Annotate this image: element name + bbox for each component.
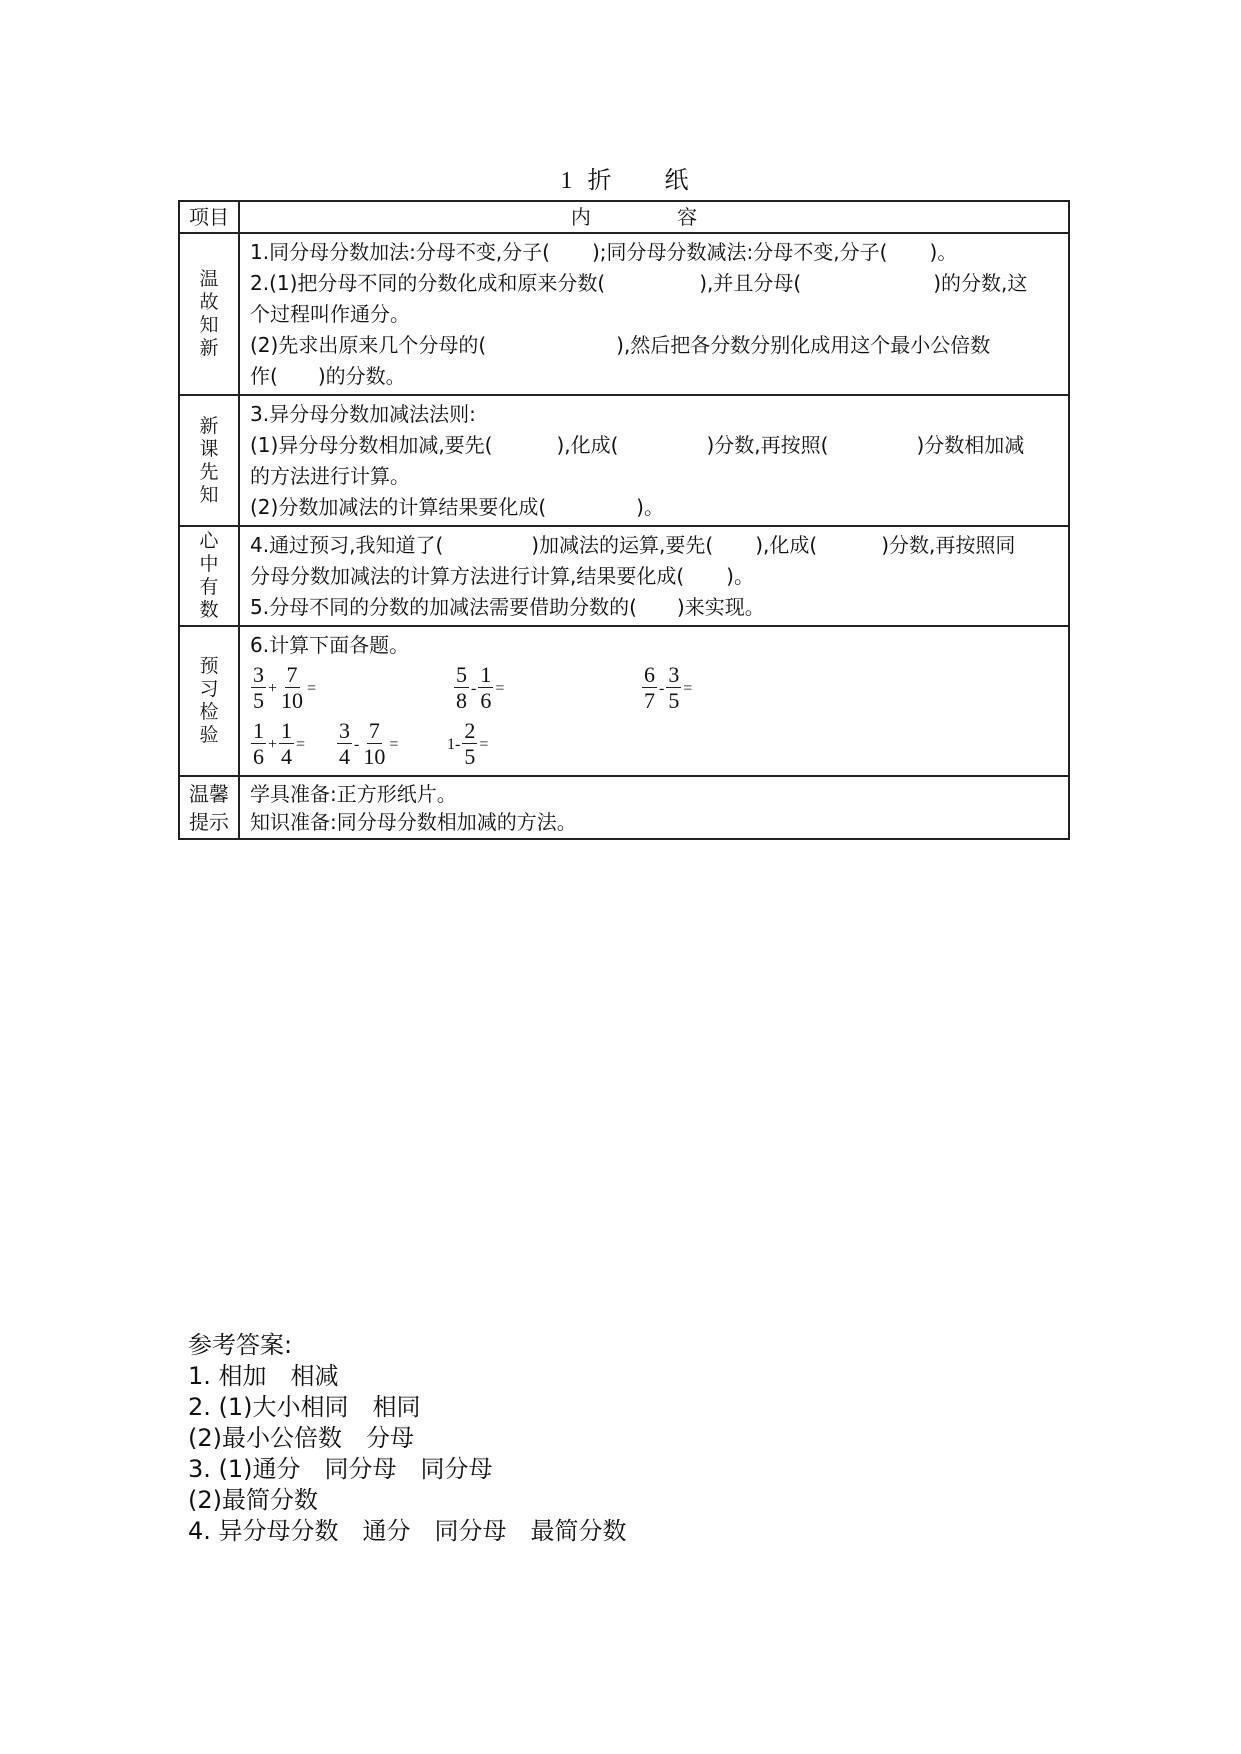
fraction: $\frac{3}{5}$ — [253, 662, 264, 713]
fraction: $\frac{1}{6}$ — [253, 718, 264, 769]
lesson-number: 1 — [560, 168, 574, 194]
math-row-1 — [250, 661, 1058, 717]
mind-row — [179, 526, 1069, 626]
tips-line-1: 学具准备:正方形纸片。 — [250, 782, 457, 806]
review-line-4: (2)先求出原来几个分母的( ),然后把各分数分别化成用这个最小公倍数 — [250, 333, 991, 357]
check-label: 预 习 检 验 — [179, 626, 239, 776]
fraction: $\frac{6}{7}$ — [644, 662, 655, 713]
review-line-1: 1.同分母分数加法:分母不变,分子( );同分母分数减法:分母不变,分子( )。 — [250, 240, 958, 264]
mind-line-1: 4.通过预习,我知道了( )加减法的运算,要先( ),化成( )分数,再按照同 — [250, 533, 1016, 557]
fraction: $\frac{1}{6}$ — [480, 662, 492, 713]
fraction: $\frac{3}{5}$ — [668, 662, 680, 713]
answer-2: 2. (1)大小相同 相同 — [188, 1393, 421, 1421]
new-line-1: 3.异分母分数加减法法则: — [250, 402, 476, 426]
expression-4: $\frac{1}{6}$ + $\frac{1}{4}$ = — [253, 718, 306, 769]
fraction: $\frac{7}{10}$ — [363, 718, 386, 769]
fraction: $\frac{1}{4}$ — [281, 718, 293, 769]
expression-1: $\frac{3}{5}$ + $\frac{7}{10}$ = — [253, 662, 317, 713]
answer-3: (2)最小公倍数 分母 — [188, 1424, 414, 1452]
answer-heading: 参考答案: — [188, 1331, 293, 1359]
header-item: 项目 — [179, 201, 239, 233]
answer-key — [188, 1330, 627, 1547]
review-content — [239, 233, 1069, 395]
page-title — [178, 160, 1072, 195]
tips-content — [239, 776, 1069, 839]
mind-line-2: 分母分数加减法的计算方法进行计算,结果要化成( )。 — [250, 564, 754, 588]
new-lesson-label: 新 课 先 知 — [179, 395, 239, 526]
expression-2: $\frac{5}{8}$ - $\frac{1}{6}$ = — [456, 662, 505, 713]
fraction: $\frac{3}{4}$ — [339, 718, 350, 769]
title-char-2: 纸 — [664, 166, 690, 194]
mind-content — [239, 526, 1069, 626]
new-lesson-content — [239, 395, 1069, 526]
tips-row — [179, 776, 1069, 839]
check-line-1: 6.计算下面各题。 — [250, 633, 410, 657]
mind-label: 心 中 有 数 — [179, 526, 239, 626]
math-row-2 — [250, 717, 1058, 773]
preview-table — [178, 200, 1070, 840]
header-row — [179, 201, 1069, 233]
mind-line-3: 5.分母不同的分数的加减法需要借助分数的( )来实现。 — [250, 595, 765, 619]
fraction: $\frac{5}{8}$ — [456, 662, 467, 713]
new-lesson-row — [179, 395, 1069, 526]
answer-1: 1. 相加 相减 — [188, 1362, 339, 1390]
answer-5: (2)最简分数 — [188, 1486, 318, 1514]
check-content — [239, 626, 1069, 776]
header-content: 内 容 — [239, 201, 1069, 233]
title-char-1: 折 — [587, 166, 613, 194]
fraction: $\frac{2}{5}$ — [464, 718, 476, 769]
expression-5: $\frac{3}{4}$ - $\frac{7}{10}$ = — [339, 718, 399, 769]
new-line-3: 的方法进行计算。 — [250, 464, 410, 488]
new-line-2: (1)异分母分数相加减,要先( ),化成( )分数,再按照( )分数相加减 — [250, 433, 1025, 457]
review-label: 温 故 知 新 — [179, 233, 239, 395]
review-line-2: 2.(1)把分母不同的分数化成和原来分数( ),并且分母( )的分数,这 — [250, 271, 1028, 295]
tips-line-2: 知识准备:同分母分数相加减的方法。 — [250, 810, 577, 834]
fraction: $\frac{7}{10}$ — [281, 662, 304, 713]
review-line-5: 作( )的分数。 — [250, 364, 406, 388]
review-line-3: 个过程叫作通分。 — [250, 302, 410, 326]
expression-3: $\frac{6}{7}$ - $\frac{3}{5}$ = — [644, 662, 693, 713]
answer-6: 4. 异分母分数 通分 同分母 最简分数 — [188, 1517, 627, 1545]
check-row — [179, 626, 1069, 776]
new-line-4: (2)分数加减法的计算结果要化成( )。 — [250, 495, 664, 519]
answer-4: 3. (1)通分 同分母 同分母 — [188, 1455, 493, 1483]
tips-label: 温馨 提示 — [179, 776, 239, 839]
expression-6: 1- $\frac{2}{5}$ = — [447, 718, 489, 769]
review-row — [179, 233, 1069, 395]
